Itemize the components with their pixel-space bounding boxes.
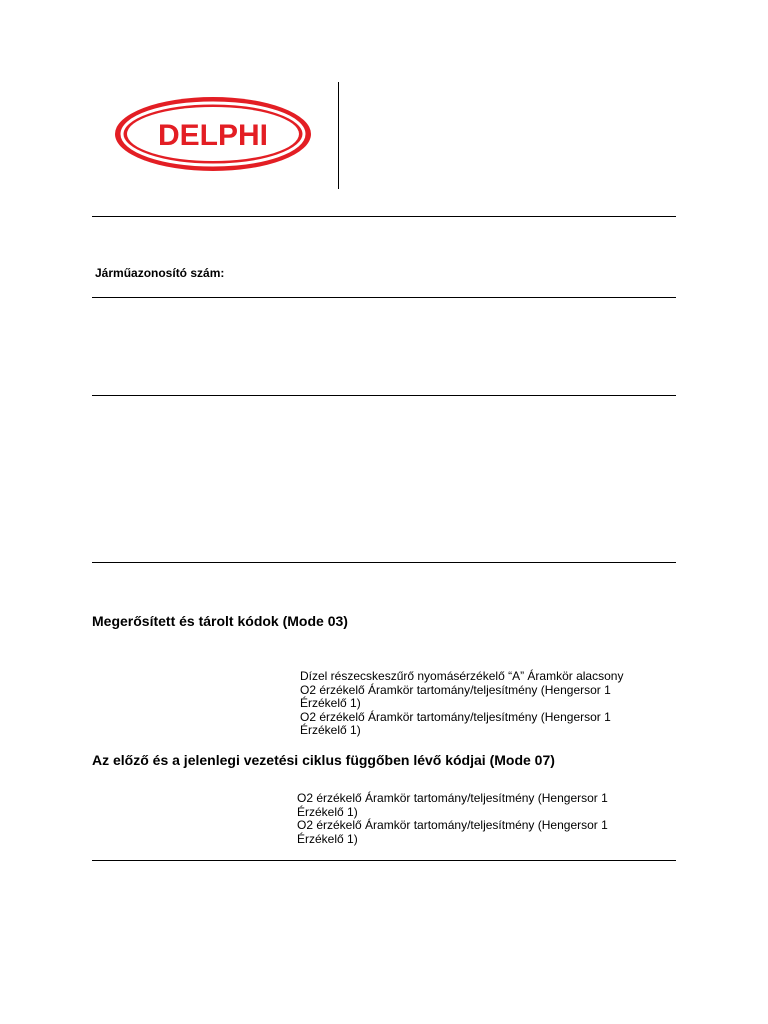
divider-5 bbox=[92, 860, 676, 861]
divider-1 bbox=[92, 216, 676, 217]
divider-4 bbox=[92, 562, 676, 563]
logo-text: DELPHI bbox=[157, 119, 269, 152]
delphi-logo bbox=[114, 96, 312, 172]
vin-label: Járműazonosító szám: bbox=[95, 266, 225, 280]
list-item: O2 érzékelő Áramkör tartomány/teljesítmény (Hengersor 1 Érzékelő 1) bbox=[297, 818, 608, 846]
list-item: Dízel részecskeszűrő nyomásérzékelő “A” Áramkör alacsony bbox=[300, 669, 624, 683]
mode03-heading: Megerősített és tárolt kódok (Mode 03) bbox=[92, 613, 348, 629]
list-item: O2 érzékelő Áramkör tartomány/teljesítmény (Hengersor 1 Érzékelő 1) bbox=[300, 709, 611, 737]
mode07-heading: Az előző és a jelenlegi vezetési ciklus függőben lévő kódjai (Mode 07) bbox=[92, 752, 555, 768]
mode07-code-list bbox=[297, 792, 642, 846]
list-item: O2 érzékelő Áramkör tartomány/teljesítmény (Hengersor 1 Érzékelő 1) bbox=[297, 791, 608, 819]
divider-2 bbox=[92, 297, 676, 298]
list-item: O2 érzékelő Áramkör tartomány/teljesítmény (Hengersor 1 Érzékelő 1) bbox=[300, 682, 611, 710]
mode03-code-list bbox=[300, 670, 660, 738]
divider-3 bbox=[92, 395, 676, 396]
header-divider-vertical bbox=[338, 82, 339, 189]
